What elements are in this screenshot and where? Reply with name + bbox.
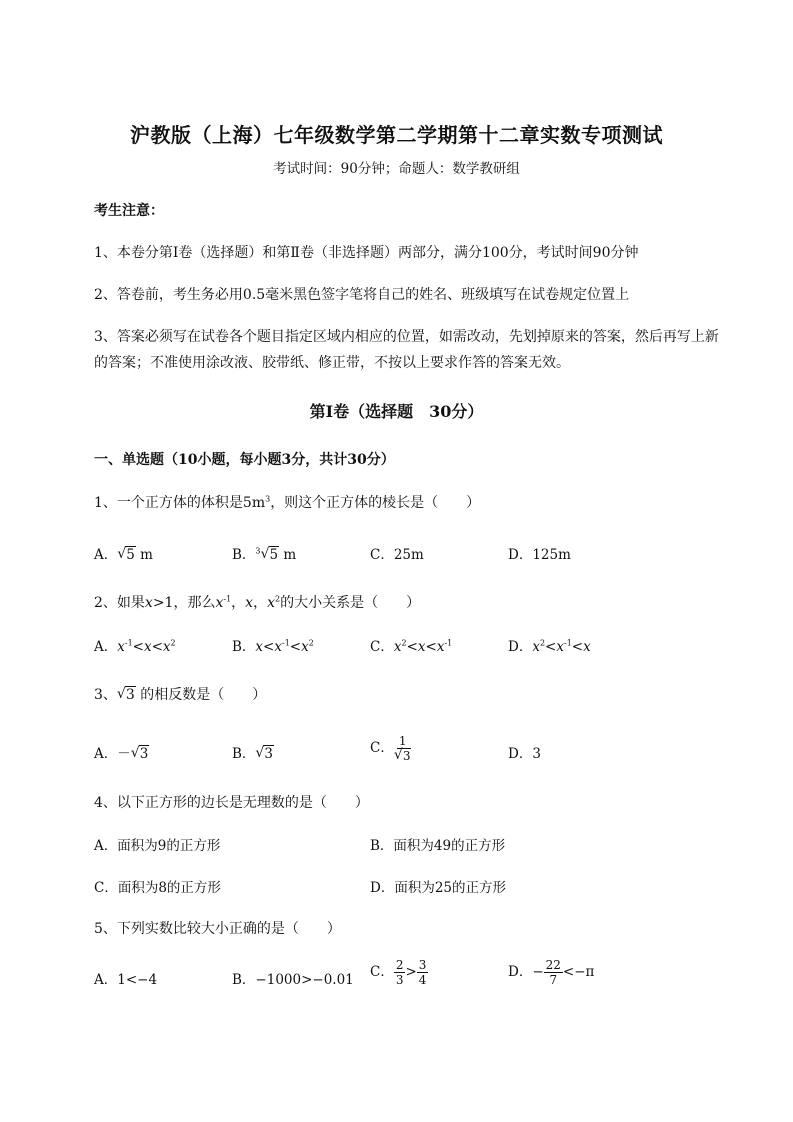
question-4-option-c: C．面积为8的正方形 [94,880,221,896]
question-5-option-d: D．− $\frac{22}{7}$ <−π [508,958,595,987]
section-heading: 一、单选题（10小题，每小题3分，共计30分） [94,452,395,468]
question-2-option-a: A．$x^{-1}<x<x^2$ [94,638,176,655]
question-5-option-b: B．−1000>−0.01 [232,972,354,988]
question-3-option-a: A．－√ 3 [94,742,149,762]
question-3-stem: 3、√ 3 的相反数是（ ） [94,684,266,704]
question-1-stem: 1、一个正方体的体积是$5m^3$，则这个正方体的棱长是（ ） [94,494,481,511]
note-item: 的答案；不准使用涂改液、胶带纸、修正带，不按以上要求作答的答案无效。 [94,355,570,371]
question-2-option-c: C．$x^2<x<x^{-1}$ [370,638,453,655]
question-4-option-d: D．面积为25的正方形 [370,880,507,896]
question-1-option-d: D．125m [508,547,571,563]
note-item: 3、答案必须写在试卷各个题目指定区域内相应的位置，如需改动，先划掉原来的答案，然后再写上新 [94,329,719,345]
question-3-option-d: D．3 [508,746,541,762]
question-4-stem: 4、以下正方形的边长是无理数的是（ ） [94,795,369,811]
notes-heading: 考生注意： [94,203,164,219]
note-item: 1、本卷分第I卷（选择题）和第Ⅱ卷（非选择题）两部分，满分100分，考试时间90分钟 [94,245,639,261]
question-1-option-b: B．$^3$√ 5 m [232,543,296,563]
question-5-stem: 5、下列实数比较大小正确的是（ ） [94,921,341,937]
exam-subtitle: 考试时间：90分钟；命题人：数学教研组 [273,161,520,177]
note-item: 2、答卷前，考生务必用0.5毫米黑色签字笔将自己的姓名、班级填写在试卷规定位置上 [94,287,630,303]
question-3-option-b: B．√ 3 [232,742,274,762]
question-2-option-b: B．$x<x^{-1}<x^2$ [232,638,314,655]
part1-title: 第I卷（选择题 30分） [309,402,484,421]
question-1-option-c: C．25m [370,547,424,563]
question-5-option-c: C． $\frac{2}{3}$ > $\frac{3}{4}$ [370,958,427,987]
question-4-option-b: B．面积为49的正方形 [370,838,506,854]
exam-title: 沪教版（上海）七年级数学第二学期第十二章实数专项测试 [130,123,663,147]
question-5-option-a: A．1<−4 [94,972,158,988]
question-1-option-a: A．√ 5 m [94,543,153,563]
question-4-option-a: A．面积为9的正方形 [94,838,221,854]
question-3-option-c: C． 1 √ 3 [370,734,411,763]
question-2-option-d: D．$x^2<x^{-1}<x$ [508,638,591,655]
question-2-stem: 2、如果x>1，那么$x^{-1}$，x，$x^2$的大小关系是（ ） [94,594,421,611]
